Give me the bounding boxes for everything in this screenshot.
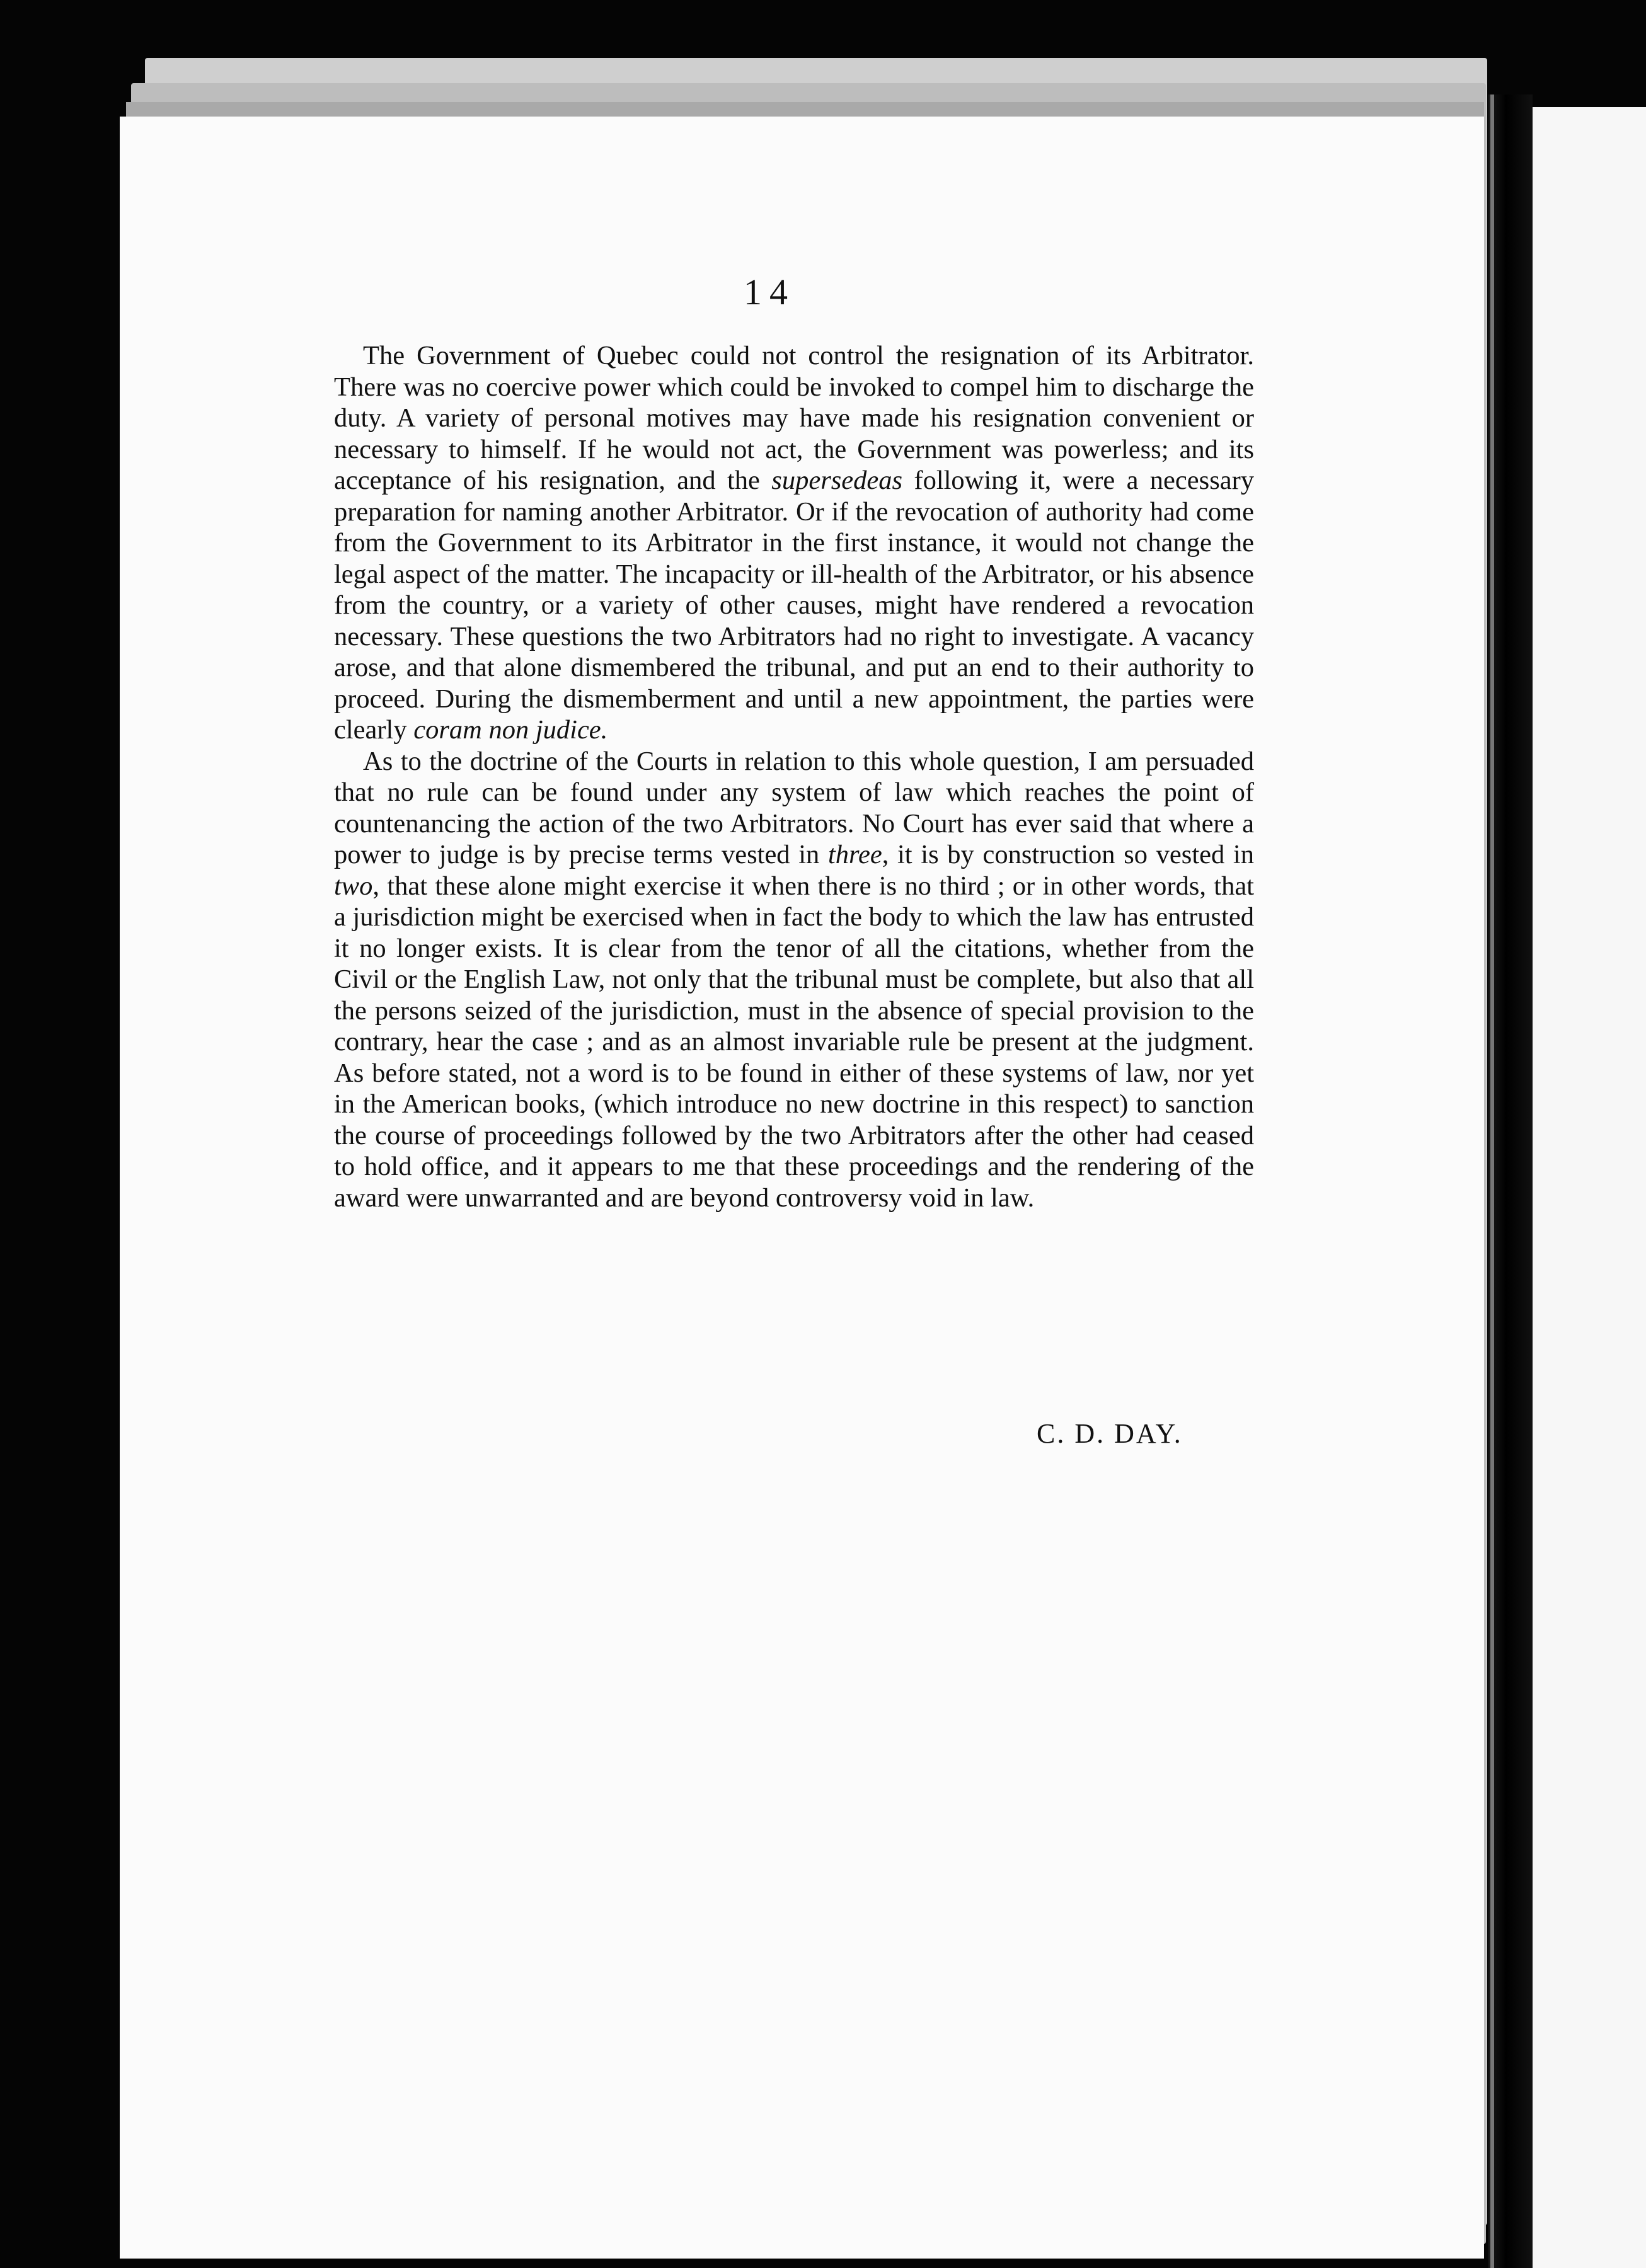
text-segment: As to the doctrine of the Courts in relation to this whole question, I am persuaded that no rule can be found under any system of law which reaches the point of countenancing the action of the two Arbitrators. No Court has ever said that where a power to judge is by precise terms vested in	[334, 746, 1254, 869]
text-segment: , it is by construction so vested in	[882, 840, 1254, 869]
text-segment: The Government of Quebec could not control the resignation of its Arbitrator. There was no coercive power which could be invoked to compel him to discharge the duty. A variety of personal motives may have made his resignation convenient or necessary to himself. If he would not act, the Government was powerless; and its acceptance of his resignation, and the	[334, 341, 1254, 495]
signature: C. D. DAY.	[1037, 1418, 1183, 1449]
facing-page	[1533, 107, 1646, 2268]
page-number: 14	[744, 272, 795, 312]
paragraph	[334, 340, 1254, 746]
body-text	[334, 340, 1254, 1213]
text-segment: following it, were a necessary preparation for naming another Arbitrator. Or if the revocation of authority had come from the Government to its Arbitrator in the first instance, it would not change the legal aspect of the matter. The incapacity or ill-health of the Arbitrator, or his absence from the country, or a variety of other causes, might have rendered a revocation necessary. These questions the two Arbitrators had no right to investigate. A vacancy arose, and that alone dismembered the tribunal, and put an end to their authority to proceed. During the dismemberment and until a new appointment, the parties were clearly	[334, 466, 1254, 745]
italic-text: three	[827, 840, 882, 869]
italic-text: supersedeas	[771, 466, 903, 495]
text-segment: , that these alone might exercise it when there is no third ; or in other words, that a jurisdiction might be exercised when in fact the body to which the law has entrusted it no longer exists. It is clear from the tenor of all the citations, whether from the Civil or the English Law, not only that the tribunal must be complete, but also that all the persons seized of the jurisdiction, must in the absence of special provision to the contrary, hear the case ; and as an almost invariable rule be present at the judgment. As before stated, not a word is to be found in either of these systems of law, nor yet in the American books, (which introduce no new doctrine in this respect) to sanction the course of proceedings followed by the two Arbitrators after the other had ceased to hold office, and it appears to me that these proceedings and the rendering of the award were unwarranted and are beyond controversy void in law.	[334, 871, 1254, 1213]
italic-text: coram non judice.	[413, 715, 608, 745]
page-edge	[1490, 94, 1494, 2268]
italic-text: two	[334, 871, 373, 901]
book-spine	[1488, 94, 1533, 2268]
paragraph	[334, 746, 1254, 1214]
